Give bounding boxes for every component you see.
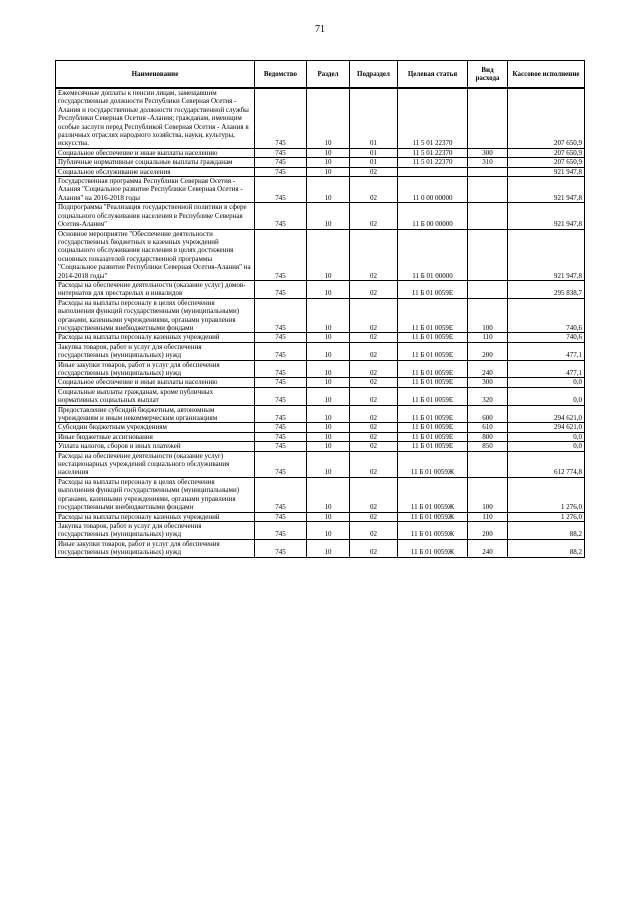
cell-target-item xyxy=(398,167,468,176)
cell-name: Социальное обслуживание населения xyxy=(56,167,255,176)
cell-target-item: 11 Б 01 0059Е xyxy=(398,387,468,405)
cell-name: Социальное обеспечение и иные выплаты населению xyxy=(56,148,255,157)
page-number: 71 xyxy=(315,24,325,35)
cell-name: Иные закупки товаров, работ и услуг для обеспечения государственных (муниципальных) нужд xyxy=(56,539,255,557)
header-expense-type: Вид расхода xyxy=(468,61,508,89)
cell-department: 745 xyxy=(255,298,307,333)
cell-department: 745 xyxy=(255,423,307,432)
cell-subsection: 02 xyxy=(350,378,398,387)
cell-subsection: 01 xyxy=(350,158,398,167)
cell-subsection: 02 xyxy=(350,333,398,342)
header-cash-execution: Кассовое исполнение xyxy=(508,61,585,89)
cell-section: 10 xyxy=(307,177,350,203)
table-row xyxy=(56,512,585,521)
cell-expense-type: 200 xyxy=(468,521,508,539)
cell-target-item: 11 Б 00 00000 xyxy=(398,203,468,229)
cell-expense-type xyxy=(468,280,508,298)
table-row xyxy=(56,158,585,167)
cell-expense-type: 850 xyxy=(468,442,508,451)
cell-department: 745 xyxy=(255,88,307,148)
cell-department: 745 xyxy=(255,539,307,557)
cell-target-item: 11 5 01 22370 xyxy=(398,148,468,157)
cell-expense-type: 100 xyxy=(468,298,508,333)
cell-department: 745 xyxy=(255,521,307,539)
cell-expense-type xyxy=(468,451,508,477)
cell-name: Расходы на обеспечение деятельности (оказание услуг) домов-интернатов для престарелых и инвалидов xyxy=(56,280,255,298)
table-row xyxy=(56,405,585,423)
cell-subsection: 02 xyxy=(350,360,398,378)
cell-target-item: 11 0 00 00000 xyxy=(398,177,468,203)
table-row xyxy=(56,387,585,405)
cell-cash-execution: 1 276,0 xyxy=(508,512,585,521)
cell-expense-type: 110 xyxy=(468,333,508,342)
cell-department: 745 xyxy=(255,442,307,451)
cell-section: 10 xyxy=(307,280,350,298)
cell-expense-type: 800 xyxy=(468,432,508,441)
cell-department: 745 xyxy=(255,148,307,157)
cell-subsection: 02 xyxy=(350,298,398,333)
cell-target-item: 11 5 01 22370 xyxy=(398,158,468,167)
cell-department: 745 xyxy=(255,405,307,423)
cell-department: 745 xyxy=(255,158,307,167)
cell-name: Расходы на обеспечение деятельности (оказание услуг) нестационарных учреждений социального обслуживания населения xyxy=(56,451,255,477)
cell-department: 745 xyxy=(255,203,307,229)
cell-subsection: 02 xyxy=(350,521,398,539)
table-row xyxy=(56,333,585,342)
cell-target-item: 11 Б 01 0059Е xyxy=(398,405,468,423)
cell-expense-type: 300 xyxy=(468,378,508,387)
cell-cash-execution: 477,1 xyxy=(508,360,585,378)
cell-target-item: 11 5 01 22370 xyxy=(398,88,468,148)
cell-target-item: 11 Б 01 0059Ж xyxy=(398,451,468,477)
cell-name: Иные бюджетные ассигнования xyxy=(56,432,255,441)
cell-cash-execution: 88,2 xyxy=(508,539,585,557)
cell-department: 745 xyxy=(255,432,307,441)
cell-subsection: 02 xyxy=(350,539,398,557)
table-row xyxy=(56,360,585,378)
cell-name: Субсидии бюджетным учреждениям xyxy=(56,423,255,432)
cell-target-item: 11 Б 01 0059Е xyxy=(398,442,468,451)
cell-expense-type: 240 xyxy=(468,539,508,557)
cell-subsection: 02 xyxy=(350,387,398,405)
cell-section: 10 xyxy=(307,342,350,360)
cell-subsection: 02 xyxy=(350,203,398,229)
cell-cash-execution: 294 621,0 xyxy=(508,423,585,432)
cell-expense-type: 110 xyxy=(468,512,508,521)
cell-name: Социальные выплаты гражданам, кроме публичных нормативных социальных выплат xyxy=(56,387,255,405)
cell-department: 745 xyxy=(255,280,307,298)
cell-subsection: 02 xyxy=(350,451,398,477)
cell-section: 10 xyxy=(307,405,350,423)
header-department: Ведомство xyxy=(255,61,307,89)
cell-section: 10 xyxy=(307,432,350,441)
cell-name: Уплата налогов, сборов и иных платежей xyxy=(56,442,255,451)
cell-subsection: 01 xyxy=(350,148,398,157)
cell-section: 10 xyxy=(307,451,350,477)
cell-subsection: 02 xyxy=(350,342,398,360)
cell-cash-execution: 294 621,0 xyxy=(508,405,585,423)
cell-expense-type xyxy=(468,203,508,229)
table-body xyxy=(56,88,585,557)
cell-subsection: 02 xyxy=(350,512,398,521)
cell-section: 10 xyxy=(307,298,350,333)
header-section: Раздел xyxy=(307,61,350,89)
cell-subsection: 02 xyxy=(350,405,398,423)
table-row xyxy=(56,521,585,539)
cell-section: 10 xyxy=(307,333,350,342)
table-row xyxy=(56,423,585,432)
cell-subsection: 02 xyxy=(350,432,398,441)
cell-expense-type: 240 xyxy=(468,360,508,378)
cell-target-item: 11 Б 01 0059Е xyxy=(398,432,468,441)
cell-expense-type: 200 xyxy=(468,342,508,360)
cell-cash-execution: 477,1 xyxy=(508,342,585,360)
cell-section: 10 xyxy=(307,521,350,539)
table-row xyxy=(56,477,585,512)
cell-section: 10 xyxy=(307,148,350,157)
cell-expense-type xyxy=(468,177,508,203)
cell-cash-execution: 612 774,8 xyxy=(508,451,585,477)
cell-cash-execution: 88,2 xyxy=(508,521,585,539)
cell-target-item: 11 Б 01 0059Е xyxy=(398,333,468,342)
cell-section: 10 xyxy=(307,442,350,451)
cell-department: 745 xyxy=(255,512,307,521)
cell-section: 10 xyxy=(307,387,350,405)
cell-cash-execution: 921 947,8 xyxy=(508,229,585,280)
cell-name: Публичные нормативные социальные выплаты гражданам xyxy=(56,158,255,167)
table-row xyxy=(56,280,585,298)
table-row xyxy=(56,177,585,203)
cell-name: Ежемесячные доплаты к пенсии лицам, замещавшим государственные должности Республики Северная Осетия - Алания и государственные должности государственной службы Республики Северная Осетия -Алания; гражданам, имеющим особые заслуги перед Республикой Северная Осетия - Алания в различных отраслях народного хозяйства, науки, культуры, искусства. xyxy=(56,88,255,148)
cell-section: 10 xyxy=(307,378,350,387)
cell-target-item: 11 Б 01 00000 xyxy=(398,229,468,280)
cell-department: 745 xyxy=(255,360,307,378)
cell-cash-execution: 0,0 xyxy=(508,378,585,387)
cell-expense-type: 300 xyxy=(468,148,508,157)
cell-department: 745 xyxy=(255,333,307,342)
cell-name: Основное мероприятие "Обеспечение деятельности государственных бюджетных и казенных учреждений социального обслуживания населения в целях достижения основных показателей государственной программы "Социальное развитие Республики Северная Осетия-Алания" на 2014-2018 годы" xyxy=(56,229,255,280)
cell-section: 10 xyxy=(307,167,350,176)
table-row xyxy=(56,167,585,176)
table-row xyxy=(56,148,585,157)
cell-cash-execution: 921 947,8 xyxy=(508,203,585,229)
cell-expense-type xyxy=(468,88,508,148)
cell-name: Предоставление субсидий бюджетным, автономным учреждениям и иным некоммерческим организациям xyxy=(56,405,255,423)
cell-section: 10 xyxy=(307,477,350,512)
cell-target-item: 11 Б 01 0059Е xyxy=(398,298,468,333)
table-row xyxy=(56,539,585,557)
table-row xyxy=(56,442,585,451)
cell-department: 745 xyxy=(255,177,307,203)
cell-expense-type xyxy=(468,229,508,280)
cell-target-item: 11 Б 01 0059Ж xyxy=(398,521,468,539)
cell-department: 745 xyxy=(255,451,307,477)
cell-section: 10 xyxy=(307,423,350,432)
cell-section: 10 xyxy=(307,539,350,557)
cell-cash-execution: 295 838,7 xyxy=(508,280,585,298)
cell-section: 10 xyxy=(307,158,350,167)
table-row xyxy=(56,88,585,148)
cell-section: 10 xyxy=(307,360,350,378)
header-name: Наименование xyxy=(56,61,255,89)
cell-name: Закупка товаров, работ и услуг для обеспечения государственных (муниципальных) нужд xyxy=(56,342,255,360)
cell-name: Закупка товаров, работ и услуг для обеспечения государственных (муниципальных) нужд xyxy=(56,521,255,539)
cell-cash-execution: 207 650,9 xyxy=(508,148,585,157)
table-row xyxy=(56,342,585,360)
cell-cash-execution: 921 947,8 xyxy=(508,177,585,203)
cell-name: Иные закупки товаров, работ и услуг для обеспечения государственных (муниципальных) нужд xyxy=(56,360,255,378)
cell-subsection: 02 xyxy=(350,423,398,432)
table-row xyxy=(56,229,585,280)
cell-department: 745 xyxy=(255,477,307,512)
cell-subsection: 02 xyxy=(350,442,398,451)
table-row xyxy=(56,432,585,441)
cell-expense-type: 320 xyxy=(468,387,508,405)
cell-department: 745 xyxy=(255,342,307,360)
table-row xyxy=(56,378,585,387)
cell-name: Расходы на выплаты персоналу в целях обеспечения выполнения функций государственными (муниципальными) органами, казенными учреждениями, органами управления государственными внебюджетными фондами xyxy=(56,477,255,512)
cell-name: Подпрограмма "Реализация государственной политики в сфере социального обслуживания населения в Республике Северная Осетия-Алания" xyxy=(56,203,255,229)
cell-target-item: 11 Б 01 0059Ж xyxy=(398,477,468,512)
cell-name: Расходы на выплаты персоналу казенных учреждений xyxy=(56,333,255,342)
cell-target-item: 11 Б 01 0059Е xyxy=(398,342,468,360)
cell-cash-execution: 0,0 xyxy=(508,387,585,405)
cell-expense-type xyxy=(468,167,508,176)
cell-department: 745 xyxy=(255,387,307,405)
cell-expense-type: 610 xyxy=(468,423,508,432)
cell-target-item: 11 Б 01 0059Ж xyxy=(398,512,468,521)
table-header-row xyxy=(56,61,585,89)
cell-cash-execution: 207 650,9 xyxy=(508,158,585,167)
cell-subsection: 02 xyxy=(350,477,398,512)
cell-cash-execution: 1 276,0 xyxy=(508,477,585,512)
cell-section: 10 xyxy=(307,203,350,229)
cell-section: 10 xyxy=(307,512,350,521)
cell-department: 745 xyxy=(255,378,307,387)
cell-cash-execution: 0,0 xyxy=(508,432,585,441)
cell-target-item: 11 Б 01 0059Е xyxy=(398,423,468,432)
cell-subsection: 02 xyxy=(350,167,398,176)
table-row xyxy=(56,298,585,333)
cell-name: Расходы на выплаты персоналу в целях обеспечения выполнения функций государственными (муниципальными) органами, казенными учреждениями, органами управления государственными внебюджетными фондами xyxy=(56,298,255,333)
cell-section: 10 xyxy=(307,88,350,148)
cell-subsection: 01 xyxy=(350,88,398,148)
cell-expense-type: 100 xyxy=(468,477,508,512)
cell-subsection: 02 xyxy=(350,280,398,298)
cell-name: Расходы на выплаты персоналу казенных учреждений xyxy=(56,512,255,521)
cell-target-item: 11 Б 01 0059Е xyxy=(398,280,468,298)
cell-department: 745 xyxy=(255,167,307,176)
cell-subsection: 02 xyxy=(350,229,398,280)
cell-name: Государственная программа Республики Северная Осетия - Алания "Социальное развитие Республики Северная Осетия - Алания" на 2016-2018 годы xyxy=(56,177,255,203)
cell-subsection: 02 xyxy=(350,177,398,203)
cell-cash-execution: 921 947,8 xyxy=(508,167,585,176)
budget-table xyxy=(55,60,585,558)
table-row xyxy=(56,203,585,229)
cell-target-item: 11 Б 01 0059Е xyxy=(398,360,468,378)
cell-expense-type: 310 xyxy=(468,158,508,167)
cell-cash-execution: 740,6 xyxy=(508,298,585,333)
table-row xyxy=(56,451,585,477)
cell-target-item: 11 Б 01 0059Е xyxy=(398,378,468,387)
cell-expense-type: 600 xyxy=(468,405,508,423)
cell-cash-execution: 207 650,9 xyxy=(508,88,585,148)
header-subsection: Подраздел xyxy=(350,61,398,89)
cell-target-item: 11 Б 01 0059Ж xyxy=(398,539,468,557)
cell-cash-execution: 0,0 xyxy=(508,442,585,451)
cell-department: 745 xyxy=(255,229,307,280)
cell-name: Социальное обеспечение и иные выплаты населению xyxy=(56,378,255,387)
cell-section: 10 xyxy=(307,229,350,280)
cell-cash-execution: 740,6 xyxy=(508,333,585,342)
header-target-item: Целевая статья xyxy=(398,61,468,89)
